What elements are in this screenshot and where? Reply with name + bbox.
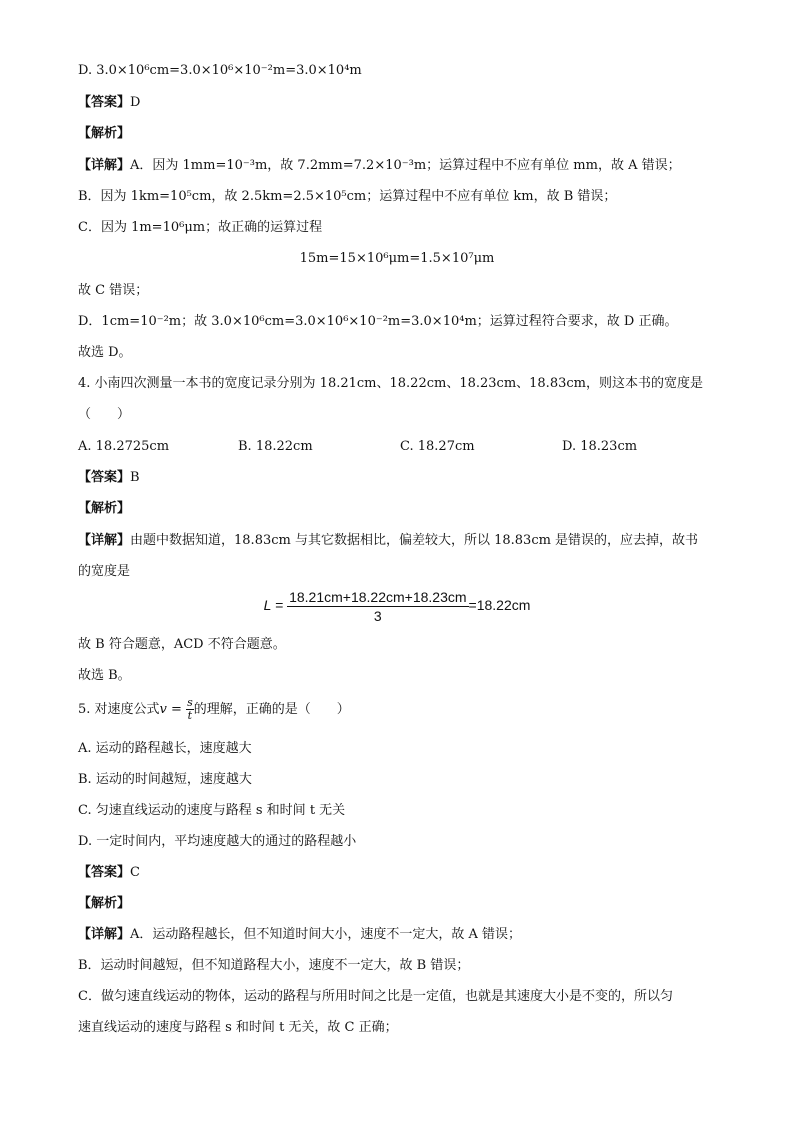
fraction-numerator: 18.21cm+18.22cm+18.23cm	[289, 589, 467, 605]
detail-tag: 【详解】	[78, 533, 131, 548]
answer-tag: 【答案】	[78, 470, 131, 485]
detail-line-b: 的宽度是	[78, 564, 131, 579]
detail-line-d: D．1cm=10⁻²m；故 3.0×10⁶cm=3.0×10⁶×10⁻²m=3.0×10⁴m；运算过程符合要求，故 D 正确。	[78, 314, 678, 329]
detail-tag: 【详解】	[78, 158, 131, 173]
detail-line-a	[78, 926, 521, 944]
q4-option-d: D. 18.23cm	[562, 439, 638, 454]
q4-option-b: B. 18.22cm	[238, 439, 313, 454]
q5-fraction-num: s	[187, 696, 193, 709]
q4-option-a: A. 18.2725cm	[78, 439, 170, 454]
q4-option-c: C. 18.27cm	[400, 439, 475, 454]
q5-option-a: A. 运动的路程越长，速度越大	[78, 741, 252, 756]
q5-option-d: D. 一定时间内，平均速度越大的通过的路程越小	[78, 834, 357, 849]
fraction	[287, 588, 468, 625]
q5-fraction	[186, 697, 194, 722]
answer-value: D	[130, 95, 141, 110]
answer-line	[78, 469, 140, 487]
equation-line: 15m=15×10⁶μm=1.5×10⁷μm	[299, 251, 495, 266]
option-d-line: D. 3.0×10⁶cm=3.0×10⁶×10⁻²m=3.0×10⁴m	[78, 63, 362, 78]
equation-lhs: L =	[263, 597, 284, 614]
detail-line-a	[78, 157, 681, 175]
q5-velocity: v =	[159, 702, 182, 717]
answer-value: C	[130, 865, 140, 880]
fraction-equation	[0, 588, 794, 625]
detail-line-c: C．因为 1m=10⁶μm；故正确的运算过程	[78, 220, 323, 235]
detail-line-c2: 速直线运动的速度与路程 s 和时间 t 无关，故 C 正确；	[78, 1020, 398, 1035]
question-4: 4. 小南四次测量一本书的宽度记录分别为 18.21cm、18.22cm、18.23cm、18.83cm，则这本书的宽度是	[78, 376, 703, 391]
analysis-tag: 【解析】	[78, 501, 131, 516]
q5-prefix: 5. 对速度公式	[78, 702, 160, 717]
q5-option-c: C. 匀速直线运动的速度与路程 s 和时间 t 无关	[78, 803, 346, 818]
answer-value: B	[130, 470, 140, 485]
question-4-blank: （ ）	[78, 407, 131, 422]
detail-line-c: C．做匀速直线运动的物体，运动的路程与所用时间之比是一定值，也就是其速度大小是不变的，所以匀	[78, 989, 673, 1004]
fraction-denominator: 3	[373, 608, 382, 624]
detail-tag: 【详解】	[78, 927, 131, 942]
analysis-tag: 【解析】	[78, 126, 131, 141]
answer-line	[78, 94, 140, 112]
q5-fraction-den: t	[187, 709, 193, 722]
question-5	[78, 697, 350, 722]
detail-line-b: B．运动时间越短，但不知道路程大小，速度不一定大，故 B 错误；	[78, 958, 470, 973]
equation-rhs: =18.22cm	[468, 597, 531, 614]
detail-text: 由题中数据知道，18.83cm 与其它数据相比，偏差较大，所以 18.83cm 是错误的，应去掉，故书	[130, 533, 699, 548]
answer-tag: 【答案】	[78, 95, 131, 110]
answer-line	[78, 864, 140, 882]
detail-text: A．运动路程越长，但不知道时间大小，速度不一定大，故 A 错误；	[130, 927, 522, 942]
answer-tag: 【答案】	[78, 865, 131, 880]
q5-option-b: B. 运动的时间越短，速度越大	[78, 772, 252, 787]
select-line: 故选 B。	[78, 668, 131, 683]
detail-line-c: 故 B 符合题意，ACD 不符合题意。	[78, 637, 286, 652]
analysis-tag: 【解析】	[78, 896, 131, 911]
detail-line-b: B．因为 1km=10⁵cm，故 2.5km=2.5×10⁵cm；运算过程中不应有单位 km，故 B 错误；	[78, 189, 617, 204]
q5-suffix: 的理解，正确的是（ ）	[193, 702, 350, 717]
detail-line-c2: 故 C 错误；	[78, 283, 149, 298]
select-line: 故选 D。	[78, 345, 132, 360]
detail-text: A．因为 1mm=10⁻³m，故 7.2mm=7.2×10⁻³m；运算过程中不应有单位 mm，故 A 错误；	[130, 158, 681, 173]
detail-line-a	[78, 532, 698, 550]
